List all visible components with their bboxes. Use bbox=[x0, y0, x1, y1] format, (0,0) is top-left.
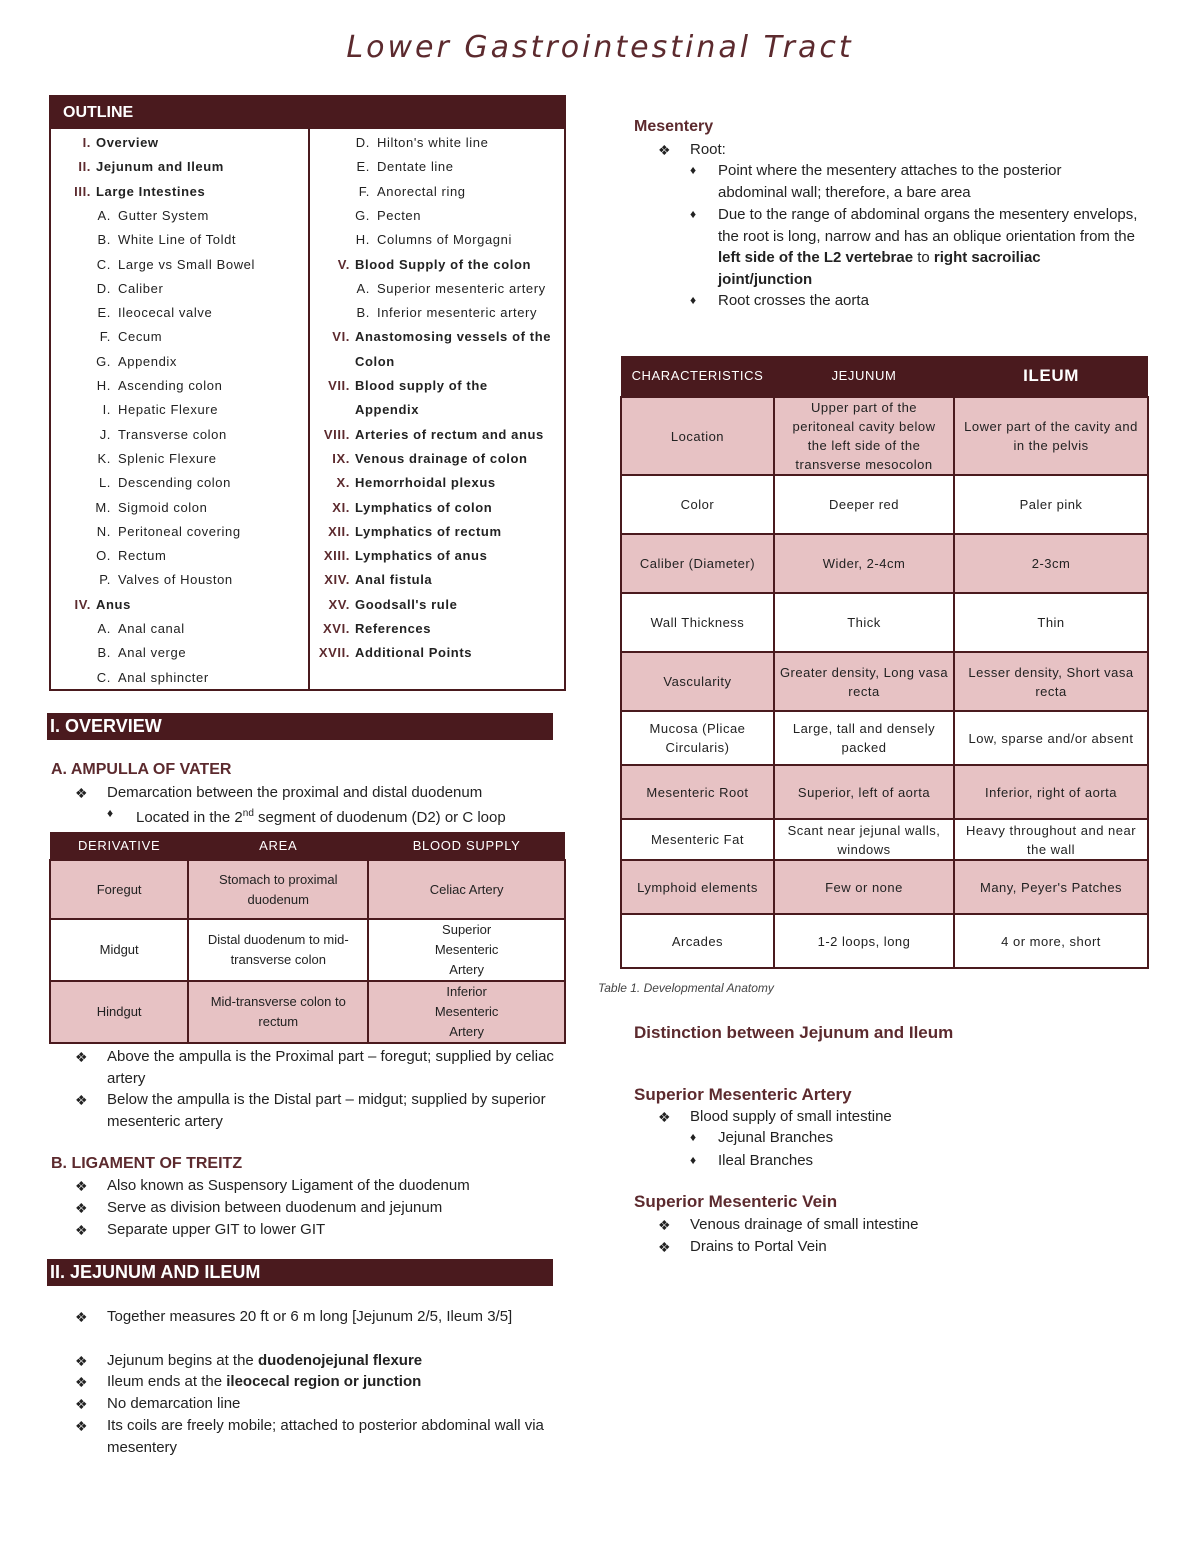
table-cell: Arcades bbox=[621, 914, 774, 968]
table-header: AREA bbox=[188, 832, 368, 860]
table-cell: Stomach to proximal duodenum bbox=[188, 860, 368, 919]
table-cell: Wider, 2-4cm bbox=[774, 534, 954, 593]
outline-item-label: Hepatic Flexure bbox=[118, 402, 219, 418]
outline-item-number: G. bbox=[96, 353, 111, 369]
outline-item-label: Lymphatics of rectum bbox=[355, 523, 502, 539]
outline-item-number: II. bbox=[78, 159, 91, 175]
jejunum-bullet: Together measures 20 ft or 6 m long [Jejunum 2/5, Ileum 3/5] bbox=[107, 1308, 513, 1325]
outline-item-label: Splenic Flexure bbox=[118, 450, 217, 466]
table-row bbox=[621, 652, 1148, 711]
table-cell: Upper part of the peritoneal cavity below the left side of the transverse mesocolon bbox=[774, 397, 954, 475]
jejunum-bullet: Ileum ends at the ileocecal region or junction bbox=[107, 1373, 422, 1390]
table-cell: Many, Peyer's Patches bbox=[954, 860, 1148, 914]
outline-item-number: A. bbox=[97, 207, 111, 223]
outline-item-number: C. bbox=[96, 669, 111, 685]
diamond-bullet-icon: ❖ bbox=[75, 1353, 88, 1369]
table-cell: Celiac Artery bbox=[368, 860, 565, 919]
outline-item-number: VI. bbox=[332, 329, 350, 345]
outline-item-label: Descending colon bbox=[118, 475, 231, 491]
outline-item-label: Transverse colon bbox=[118, 426, 227, 442]
table-row bbox=[621, 397, 1148, 475]
jejunum-ileum-table-body bbox=[621, 397, 1148, 968]
outline-item-label: Blood Supply of the colon bbox=[355, 256, 532, 272]
outline-item-label: Large Intestines bbox=[96, 183, 206, 199]
table-row bbox=[621, 914, 1148, 968]
section-bar-jejunum-ileum: II. JEJUNUM AND ILEUM bbox=[47, 1259, 553, 1286]
table-cell: Scant near jejunal walls, windows bbox=[774, 819, 954, 860]
outline-item-label: Columns of Morgagni bbox=[377, 232, 512, 248]
table-cell: Low, sparse and/or absent bbox=[954, 711, 1148, 765]
table-cell: Mucosa (Plicae Circularis) bbox=[621, 711, 774, 765]
table-row bbox=[621, 765, 1148, 819]
outline-item-label: Anorectal ring bbox=[377, 183, 466, 199]
small-diamond-icon: ♦ bbox=[690, 1153, 697, 1167]
table-cell: Midgut bbox=[50, 919, 188, 981]
outline-item-number: VII. bbox=[328, 378, 350, 393]
table-header: JEJUNUM bbox=[774, 356, 954, 397]
jejunum-bullet: No demarcation line bbox=[107, 1395, 241, 1412]
jejunum-bullet: Its coils are freely mobile; attached to posterior abdominal wall via mesentery bbox=[107, 1417, 544, 1456]
outline-item-number: XVI. bbox=[323, 621, 350, 636]
treitz-bullet: Serve as division between duodenum and jejunum bbox=[107, 1199, 443, 1216]
sma-heading: Superior Mesenteric Artery bbox=[634, 1085, 852, 1104]
outline-box bbox=[49, 95, 566, 691]
table-cell: Thin bbox=[954, 593, 1148, 652]
table-row bbox=[50, 919, 565, 981]
table-row bbox=[621, 711, 1148, 765]
diamond-bullet-icon: ❖ bbox=[75, 1418, 88, 1434]
outline-item-label: Lymphatics of colon bbox=[355, 499, 493, 515]
outline-item-number: J. bbox=[99, 426, 111, 442]
jejunum-ileum-table bbox=[620, 356, 1149, 969]
outline-item-label: Anal canal bbox=[118, 621, 185, 636]
outline-item-number: I. bbox=[82, 135, 91, 150]
outline-item-number: XIV. bbox=[324, 572, 350, 588]
outline-item-number: IV. bbox=[74, 596, 91, 612]
table-header: ILEUM bbox=[954, 356, 1148, 397]
ampulla-bullet-1: Demarcation between the proximal and distal duodenum bbox=[107, 784, 483, 801]
outline-item-number: IX. bbox=[332, 450, 350, 466]
table-cell: Superior Mesenteric Artery bbox=[368, 919, 565, 981]
table-cell: Heavy throughout and near the wall bbox=[954, 819, 1148, 860]
outline-item-label: Anal fistula bbox=[355, 572, 433, 588]
outline-item-number: E. bbox=[356, 159, 370, 175]
table-cell: Inferior, right of aorta bbox=[954, 765, 1148, 819]
smv-heading: Superior Mesenteric Vein bbox=[634, 1192, 838, 1211]
outline-item-number: D. bbox=[355, 135, 370, 150]
derivative-table bbox=[49, 832, 566, 1044]
diamond-bullet-icon: ❖ bbox=[75, 1222, 88, 1238]
outline-item-label: Large vs Small Bowel bbox=[118, 256, 255, 272]
outline-item-number: B. bbox=[356, 305, 370, 321]
outline-item-label: Blood supply of the bbox=[355, 378, 488, 393]
outline-item-number: L. bbox=[98, 475, 111, 491]
outline-item-label: Venous drainage of colon bbox=[355, 450, 528, 466]
outline-item-label: Arteries of rectum and anus bbox=[355, 426, 544, 442]
outline-item-number: G. bbox=[355, 207, 370, 223]
outline-item-number: XVII. bbox=[318, 645, 350, 661]
outline-item-number: V. bbox=[337, 256, 350, 272]
small-diamond-icon: ♦ bbox=[690, 163, 697, 177]
outline-item-number: A. bbox=[356, 280, 370, 296]
outline-item-number: XV. bbox=[328, 596, 350, 612]
outline-item-number: XI. bbox=[332, 499, 350, 515]
outline-item-number: VIII. bbox=[323, 426, 350, 442]
outline-item-label: Rectum bbox=[118, 548, 167, 564]
outline-item-label: Appendix bbox=[355, 402, 420, 418]
outline-item-label: Anastomosing vessels of the bbox=[355, 329, 552, 345]
mesentery-point-1: Point where the mesentery attaches to the posterior abdominal wall; therefore, a bare area bbox=[718, 162, 1062, 201]
table-caption: Table 1. Developmental Anatomy bbox=[598, 981, 774, 995]
table-row bbox=[621, 593, 1148, 652]
diamond-bullet-icon: ❖ bbox=[75, 1374, 88, 1390]
outline-item-label: Appendix bbox=[118, 353, 178, 369]
table-cell: Deeper red bbox=[774, 475, 954, 534]
table-row bbox=[621, 475, 1148, 534]
table-cell: Foregut bbox=[50, 860, 188, 919]
treitz-bullet: Also known as Suspensory Ligament of the duodenum bbox=[107, 1177, 470, 1194]
table-cell: Wall Thickness bbox=[621, 593, 774, 652]
outline-item-number: D. bbox=[96, 280, 111, 296]
outline-item-number: III. bbox=[74, 183, 91, 199]
diamond-bullet-icon: ❖ bbox=[658, 1109, 671, 1125]
table-row bbox=[621, 860, 1148, 914]
outline-item-number: B. bbox=[97, 232, 111, 248]
table-header: DERIVATIVE bbox=[50, 832, 188, 860]
outline-item-label: Ileocecal valve bbox=[118, 305, 213, 321]
outline-item-label: Colon bbox=[355, 353, 395, 369]
outline-item-label: Caliber bbox=[118, 280, 164, 296]
table-cell: Superior, left of aorta bbox=[774, 765, 954, 819]
small-diamond-icon: ♦ bbox=[690, 293, 697, 307]
outline-item-label: Ascending colon bbox=[118, 378, 223, 393]
table-cell: Vascularity bbox=[621, 652, 774, 711]
outline-item-label: Hemorrhoidal plexus bbox=[355, 475, 496, 491]
outline-item-number: K. bbox=[97, 450, 111, 466]
mesentery-root: Root: bbox=[690, 141, 726, 158]
table-cell: Lymphoid elements bbox=[621, 860, 774, 914]
sma-bullet: Blood supply of small intestine bbox=[690, 1108, 892, 1125]
ampulla-bullet-2: Located in the 2nd segment of duodenum (D2) or C loop bbox=[136, 808, 506, 826]
diamond-bullet-icon: ❖ bbox=[75, 785, 88, 801]
outline-item-number: A. bbox=[97, 621, 111, 636]
outline-item-number: I. bbox=[102, 402, 111, 418]
diamond-bullet-icon: ❖ bbox=[658, 142, 671, 158]
outline-item-label: Peritoneal covering bbox=[118, 523, 241, 539]
mesentery-point-2: Due to the range of abdominal organs the mesentery envelops, the root is long, narrow and has an oblique orientation from the left side of the L2 vertebrae to right sacroiliac joint/junction bbox=[718, 206, 1138, 288]
outline-item-number: O. bbox=[96, 548, 111, 564]
table-row bbox=[621, 819, 1148, 860]
table-cell: Color bbox=[621, 475, 774, 534]
table-header: CHARACTERISTICS bbox=[621, 356, 774, 397]
outline-item-label: Inferior mesenteric artery bbox=[377, 305, 538, 321]
outline-item-label: Lymphatics of anus bbox=[355, 548, 488, 564]
treitz-heading: B. LIGAMENT OF TREITZ bbox=[51, 1155, 243, 1172]
outline-item-label: Superior mesenteric artery bbox=[377, 280, 546, 296]
outline-item-number: H. bbox=[96, 378, 111, 393]
small-diamond-icon: ♦ bbox=[107, 806, 114, 820]
mesentery-heading: Mesentery bbox=[634, 118, 714, 135]
outline-item-label: Sigmoid colon bbox=[118, 499, 208, 515]
outline-item-number: F. bbox=[358, 183, 370, 199]
outline-item-label: Dentate line bbox=[377, 159, 454, 175]
ampulla-heading: A. AMPULLA OF VATER bbox=[51, 761, 232, 778]
diamond-bullet-icon: ❖ bbox=[75, 1309, 88, 1325]
table-cell: Lesser density, Short vasa recta bbox=[954, 652, 1148, 711]
table-cell: Distal duodenum to mid-transverse colon bbox=[188, 919, 368, 981]
table-row bbox=[621, 534, 1148, 593]
outline-item-number: P. bbox=[99, 572, 111, 588]
table-cell: Large, tall and densely packed bbox=[774, 711, 954, 765]
outline-item-label: Anal sphincter bbox=[118, 669, 209, 685]
overview-note-1: Above the ampulla is the Proximal part – foregut; supplied by celiac artery bbox=[107, 1048, 554, 1087]
outline-item-label: Jejunum and Ileum bbox=[96, 159, 224, 175]
outline-item-label: Cecum bbox=[118, 329, 163, 345]
outline-item-number: B. bbox=[97, 645, 111, 661]
table-cell: Mid-transverse colon to rectum bbox=[188, 981, 368, 1043]
diamond-bullet-icon: ❖ bbox=[75, 1396, 88, 1412]
diamond-bullet-icon: ❖ bbox=[75, 1200, 88, 1216]
outline-item-number: X. bbox=[336, 475, 350, 491]
table-cell: Few or none bbox=[774, 860, 954, 914]
overview-note-2: Below the ampulla is the Distal part – midgut; supplied by superior mesenteric artery bbox=[107, 1091, 546, 1130]
outline-item-number: XIII. bbox=[323, 548, 350, 564]
outline-item-label: Overview bbox=[96, 135, 159, 150]
outline-item-number: F. bbox=[99, 329, 111, 345]
table-cell: 2-3cm bbox=[954, 534, 1148, 593]
table-row bbox=[50, 860, 565, 919]
outline-item-number: E. bbox=[97, 305, 111, 321]
page-title: Lower Gastrointestinal Tract bbox=[346, 30, 854, 65]
outline-header: OUTLINE bbox=[51, 97, 564, 129]
table-cell: 1-2 loops, long bbox=[774, 914, 954, 968]
table-row bbox=[50, 981, 565, 1043]
table-cell: Hindgut bbox=[50, 981, 188, 1043]
outline-item-label: White Line of Toldt bbox=[118, 232, 237, 248]
smv-bullet: Drains to Portal Vein bbox=[690, 1238, 827, 1255]
outline-item-label: Anal verge bbox=[118, 645, 187, 661]
table-cell: Paler pink bbox=[954, 475, 1148, 534]
diamond-bullet-icon: ❖ bbox=[658, 1239, 671, 1255]
table-cell: Thick bbox=[774, 593, 954, 652]
table-cell: 4 or more, short bbox=[954, 914, 1148, 968]
small-diamond-icon: ♦ bbox=[690, 207, 697, 221]
outline-item-number: XII. bbox=[328, 523, 350, 539]
mesentery-point-3: Root crosses the aorta bbox=[718, 292, 869, 309]
outline-item-label: Hilton's white line bbox=[377, 135, 489, 150]
outline-item-number: C. bbox=[96, 256, 111, 272]
diamond-bullet-icon: ❖ bbox=[658, 1217, 671, 1233]
treitz-bullet: Separate upper GIT to lower GIT bbox=[107, 1221, 326, 1238]
table-cell: Inferior Mesenteric Artery bbox=[368, 981, 565, 1043]
jejunum-bullet: Jejunum begins at the duodenojejunal flexure bbox=[107, 1352, 423, 1369]
diamond-bullet-icon: ❖ bbox=[75, 1049, 88, 1065]
outline-item-label: Gutter System bbox=[118, 207, 209, 223]
sma-sub-bullet: Ileal Branches bbox=[718, 1152, 814, 1169]
outline-item-label: Additional Points bbox=[355, 645, 473, 661]
diamond-bullet-icon: ❖ bbox=[75, 1178, 88, 1194]
outline-item-label: Goodsall's rule bbox=[355, 596, 458, 612]
small-diamond-icon: ♦ bbox=[690, 1130, 697, 1144]
table-cell: Mesenteric Fat bbox=[621, 819, 774, 860]
outline-item-label: References bbox=[355, 621, 432, 636]
smv-bullet: Venous drainage of small intestine bbox=[690, 1216, 919, 1233]
table-header: BLOOD SUPPLY bbox=[368, 832, 565, 860]
outline-item-label: Anus bbox=[96, 596, 131, 612]
distinction-heading: Distinction between Jejunum and Ileum bbox=[634, 1023, 954, 1042]
outline-item-number: H. bbox=[355, 232, 370, 248]
sma-sub-bullet: Jejunal Branches bbox=[718, 1129, 834, 1146]
table-cell: Mesenteric Root bbox=[621, 765, 774, 819]
table-cell: Location bbox=[621, 397, 774, 475]
outline-item-number: M. bbox=[95, 499, 111, 515]
outline-divider bbox=[308, 129, 310, 689]
table-cell: Greater density, Long vasa recta bbox=[774, 652, 954, 711]
table-cell: Lower part of the cavity and in the pelvis bbox=[954, 397, 1148, 475]
table-cell: Caliber (Diameter) bbox=[621, 534, 774, 593]
diamond-bullet-icon: ❖ bbox=[75, 1092, 88, 1108]
outline-item-number: N. bbox=[96, 523, 111, 539]
outline-item-label: Valves of Houston bbox=[118, 572, 233, 588]
outline-item-label: Pecten bbox=[377, 207, 422, 223]
section-bar-overview: I. OVERVIEW bbox=[47, 713, 553, 740]
